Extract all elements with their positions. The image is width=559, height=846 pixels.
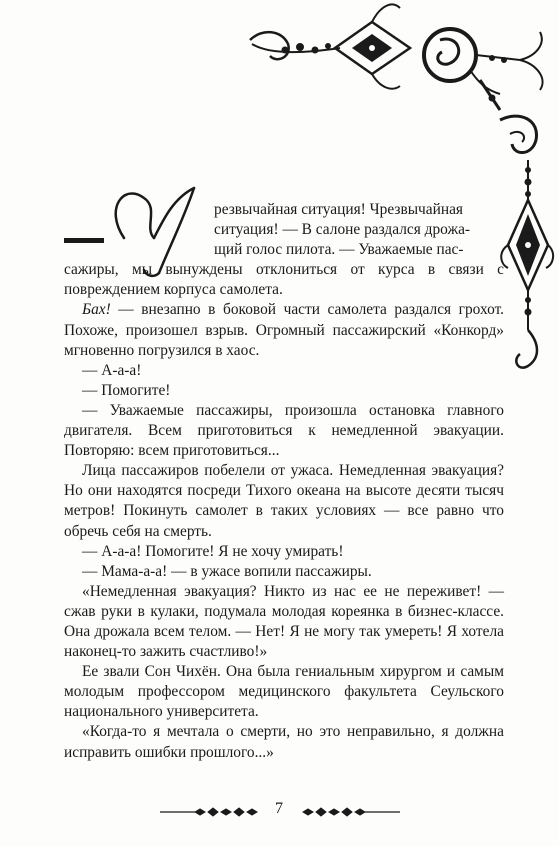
paragraph-1-rest: сажиры, мы вынуждены отклониться от курса в связи с повреждением корпуса самолета.	[64, 261, 504, 299]
paragraph-2-italic-lead: Бах!	[82, 301, 111, 319]
paragraph-1	[64, 200, 504, 300]
paragraph-8: — Мама-а-а! — в ужасе вопили пассажиры.	[82, 562, 372, 580]
wrapped-line-2: ситуация! — В салоне раздался дрожа-	[214, 221, 471, 239]
paragraph-6: Лица пассажиров побелели от ужаса. Немедленная эвакуация? Но они находятся посреди Тихого океана на высоте десяти тысяч метров! Покинуть самолет в таких условиях — все равно что обречь себя на смерть.	[64, 462, 504, 540]
wrapped-line-3: щий голос пилота. — Уважаемые пас-	[214, 241, 464, 259]
paragraph-3: — А-а-а!	[82, 361, 142, 379]
paragraph-2	[64, 300, 504, 360]
wrapped-line-1: резвычайная ситуация! Чрезвычайная	[214, 201, 464, 218]
page-number: 7	[275, 800, 283, 817]
body-text	[64, 200, 504, 763]
paragraph-11: «Когда-то я мечтала о смерти, но это неправильно, я должна исправить ошибки прошлого...»	[64, 723, 504, 761]
paragraph-7: — А-а-а! Помогите! Я не хочу умирать!	[82, 542, 344, 560]
paragraph-2-text: — внезапно в боковой части самолета раздался грохот. Похоже, произошел взрыв. Огромный пассажирский «Конкорд» мгновенно погрузился в хаос.	[64, 301, 504, 359]
paragraph-5: — Уважаемые пассажиры, произошла остановка главного двигателя. Всем приготовиться к немедленной эвакуации. Повторяю: всем приготовиться...	[64, 401, 504, 460]
paragraph-9: «Немедленная эвакуация? Никто из нас ее не переживет! — сжав руки в кулаки, подумала молодая кореянка в бизнес-классе. Она дрожала всем телом. — Нет! Я не могу так умереть! Я хотела наконец-то зажить счастливо!»	[64, 582, 504, 661]
paragraph-4: — Помогите!	[82, 381, 171, 399]
paragraph-10: Ее звали Сон Чихён. Она была гениальным хирургом и самым молодым профессором медицинского факультета Сеульского национального университета.	[64, 663, 504, 721]
